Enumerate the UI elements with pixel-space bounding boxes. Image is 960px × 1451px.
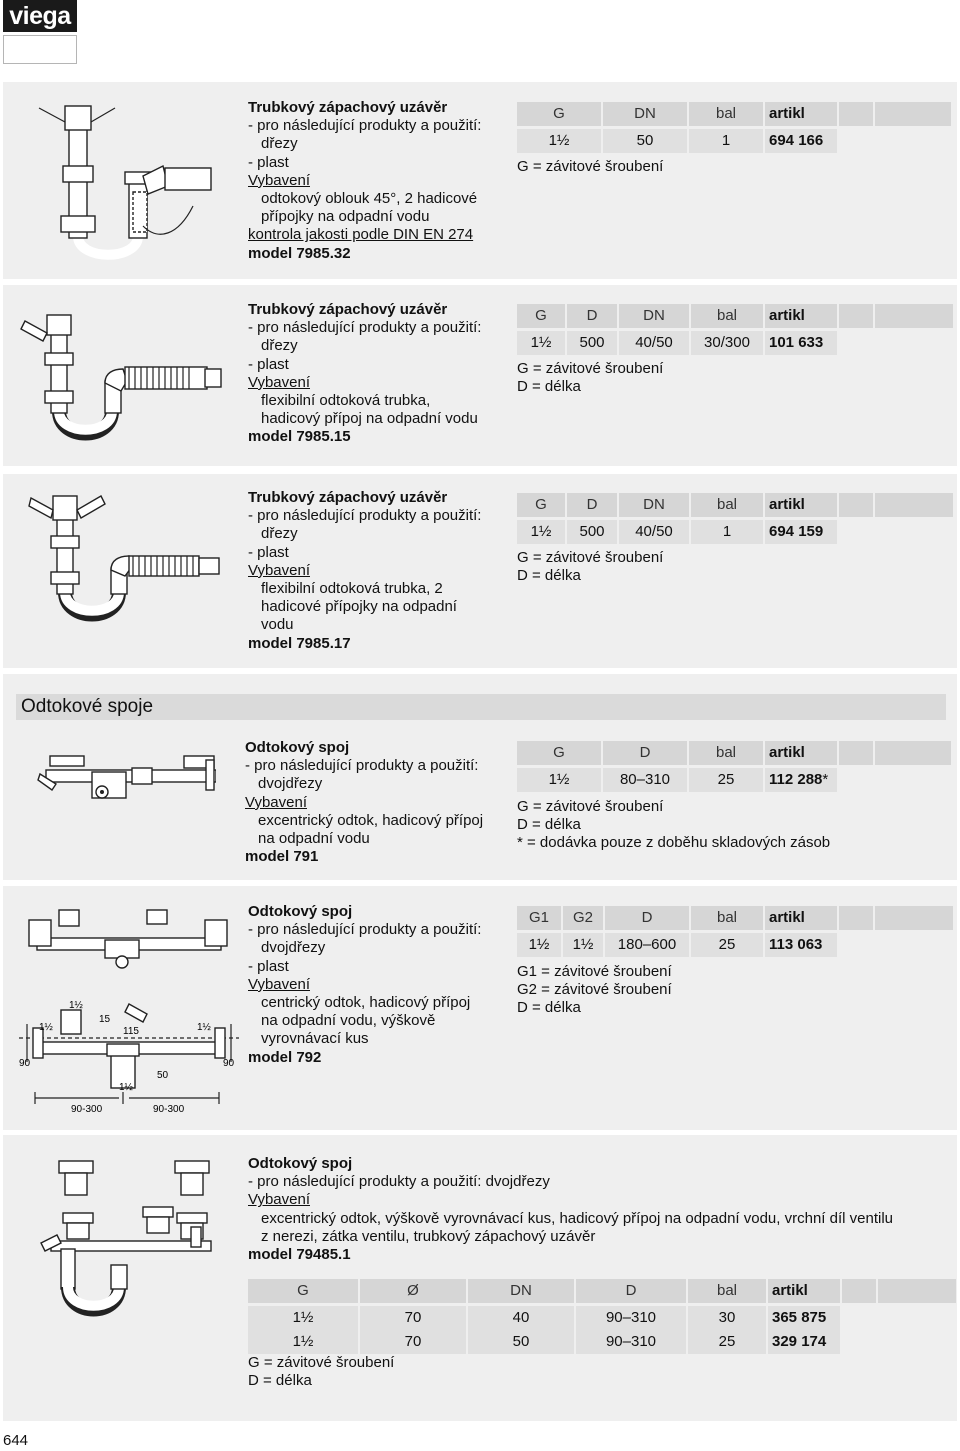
drain-set-drawing [39, 1157, 229, 1317]
spec-table [517, 304, 953, 355]
product-material: - plast [248, 543, 289, 561]
product-description [248, 99, 510, 263]
col-header: D [565, 493, 617, 517]
cell: 1½ [517, 768, 601, 792]
siphon-drawing [27, 492, 227, 622]
product-title: Odtokový spoj [248, 1155, 353, 1172]
fitting-line: hadicové přípojky na odpadní [261, 598, 457, 616]
dim-label-90: 90 [223, 1058, 235, 1069]
table-note: D = délka [517, 567, 581, 584]
model-number: model 792 [248, 1048, 322, 1066]
cell: 40/50 [617, 331, 689, 355]
col-header: artikl [763, 906, 837, 930]
product-description [245, 739, 507, 866]
fitting-line: přípojky na odpadní vodu [261, 208, 430, 226]
fitting-line: odtokový oblouk 45°, 2 hadicové [261, 190, 478, 208]
col-header: bal [687, 741, 763, 765]
table-spacer [837, 906, 873, 930]
product-description [248, 903, 510, 1067]
cell: 70 [358, 1330, 466, 1354]
table-spacer [837, 304, 873, 328]
table-spacer [837, 102, 873, 126]
siphon-drawing [17, 311, 232, 441]
col-header: DN [601, 102, 687, 126]
fitting-line: vodu [261, 616, 294, 634]
col-header: G2 [561, 906, 603, 930]
cell: 30 [686, 1306, 766, 1330]
col-header: G1 [517, 906, 561, 930]
col-header: G [248, 1279, 358, 1303]
cell: 30/300 [689, 331, 763, 355]
product-title: Odtokový spoj [248, 903, 353, 920]
spec-table [517, 741, 951, 792]
product-title: Trubkový zápachový uzávěr [248, 99, 448, 116]
col-header: D [565, 304, 617, 328]
table-spacer [837, 493, 873, 517]
section-title: Odtokové spoje [16, 694, 946, 720]
col-header: bal [687, 102, 763, 126]
fitting-line: flexibilní odtoková trubka, 2 [261, 580, 443, 598]
table-spacer [873, 741, 951, 765]
table-spacer [873, 906, 953, 930]
fitting-line: excentrický odtok, výškově vyrovnávací kus, hadicový přípoj na odpadní vodu, vrchní díl ventilu [261, 1209, 893, 1227]
cell: 1 [689, 520, 763, 544]
drain-connector-drawing [19, 904, 239, 1114]
cell: 25 [689, 933, 763, 957]
product-use-value: dřezy [261, 337, 298, 355]
table-note: G = závitové šroubení [517, 798, 664, 815]
product-description [248, 489, 510, 653]
product-block-792 [3, 886, 957, 1130]
spec-table [517, 493, 953, 544]
product-title: Trubkový zápachový uzávěr [248, 301, 448, 318]
model-number: model 79485.1 [248, 1246, 351, 1264]
footnote-mark: * [822, 770, 829, 788]
fitting-line: flexibilní odtoková trubka, [261, 392, 431, 410]
col-header: artikl [763, 741, 837, 765]
table-note: * = dodávka pouze z doběhu skladových zásob [517, 834, 831, 851]
dim-label-50: 50 [157, 1070, 169, 1081]
dim-label-g: 1½ [39, 1022, 53, 1033]
article-value: 112 288 [769, 770, 823, 788]
product-use: - pro následující produkty a použití: [245, 757, 479, 775]
dim-label-115: 115 [123, 1026, 139, 1037]
dim-label-90-300: 90-300 [71, 1104, 103, 1114]
cell: 50 [601, 129, 687, 153]
product-use: - pro následující produkty a použití: [248, 117, 482, 135]
article-number: 694 166 [763, 129, 837, 153]
table-note: G1 = závitové šroubení [517, 963, 672, 980]
col-header: artikl [766, 1279, 840, 1303]
cell: 50 [466, 1330, 574, 1354]
dim-label-g: 1½ [197, 1022, 211, 1033]
product-title: Odtokový spoj [245, 739, 350, 756]
table-note: D = délka [517, 999, 581, 1016]
col-header: bal [689, 304, 763, 328]
cell: 180–600 [603, 933, 689, 957]
fitting-line: na odpadní vodu, výškově [261, 1012, 436, 1030]
col-header: Ø [358, 1279, 466, 1303]
product-block-7985-17 [3, 474, 957, 668]
col-header: G [517, 304, 565, 328]
cell: 90–310 [574, 1330, 686, 1354]
table-note: D = délka [517, 378, 581, 395]
cell: 80–310 [601, 768, 687, 792]
table-note: D = délka [517, 816, 581, 833]
col-header: G [517, 493, 565, 517]
cell: 500 [565, 331, 617, 355]
cell: 40/50 [617, 520, 689, 544]
table-note: D = délka [248, 1372, 312, 1389]
table-row [517, 331, 953, 355]
product-block-7985-32 [3, 82, 957, 279]
product-use: - pro následující produkty a použití: [248, 507, 482, 525]
table-note: G2 = závitové šroubení [517, 981, 672, 998]
page-number: 644 [3, 1432, 29, 1449]
cell: 25 [686, 1330, 766, 1354]
article-number: 365 875 [766, 1306, 840, 1330]
model-number: model 7985.32 [248, 244, 351, 262]
col-header: artikl [763, 102, 837, 126]
col-header: DN [617, 493, 689, 517]
table-spacer [840, 1279, 876, 1303]
product-material: - plast [248, 957, 289, 975]
product-use: - pro následující produkty a použití: dvojdřezy [248, 1173, 550, 1191]
drain-connector-drawing [36, 752, 216, 812]
fitting-line: vyrovnávací kus [261, 1030, 369, 1048]
col-header: bal [689, 906, 763, 930]
col-header: D [603, 906, 689, 930]
spec-table [517, 102, 951, 153]
model-number: model 7985.15 [248, 428, 351, 446]
table-spacer [876, 1279, 956, 1303]
cell: 1½ [517, 933, 561, 957]
col-header: DN [617, 304, 689, 328]
quality-standard: kontrola jakosti podle DIN EN 274 [248, 226, 474, 244]
dim-label-g: 1½ [119, 1082, 133, 1093]
product-block-79485-1 [3, 1135, 957, 1421]
fitting-label: Vybavení [248, 1191, 310, 1209]
product-use-value: dvojdřezy [261, 939, 326, 957]
dim-label-15: 15 [99, 1014, 111, 1025]
cell: 40 [466, 1306, 574, 1330]
cell: 1½ [248, 1306, 358, 1330]
product-use: - pro následující produkty a použití: [248, 921, 482, 939]
cell: 500 [565, 520, 617, 544]
table-spacer [873, 493, 953, 517]
product-material: - plast [248, 355, 289, 373]
dim-label-90-300: 90-300 [153, 1104, 185, 1114]
spec-table [248, 1279, 956, 1354]
product-use-value: dřezy [261, 135, 298, 153]
dim-label-90: 90 [19, 1058, 31, 1069]
fitting-label: Vybavení [248, 171, 310, 189]
fitting-line: excentrický odtok, hadicový přípoj [258, 811, 484, 829]
cell: 25 [687, 768, 763, 792]
table-row [248, 1330, 956, 1354]
cell: 1½ [248, 1330, 358, 1354]
col-header: artikl [763, 304, 837, 328]
table-spacer [873, 102, 951, 126]
table-note: G = závitové šroubení [517, 360, 664, 377]
fitting-label: Vybavení [248, 975, 310, 993]
cell: 1½ [517, 331, 565, 355]
table-spacer [837, 741, 873, 765]
fitting-line: z nerezi, zátka ventilu, trubkový zápachový uzávěr [261, 1227, 596, 1245]
model-number: model 791 [245, 848, 319, 866]
cell: 70 [358, 1306, 466, 1330]
product-description [248, 301, 510, 447]
cell: 1 [687, 129, 763, 153]
article-number: 101 633 [763, 331, 837, 355]
col-header: G [517, 741, 601, 765]
table-spacer [873, 304, 953, 328]
table-row [517, 933, 953, 957]
table-row [517, 129, 951, 153]
col-header: bal [689, 493, 763, 517]
article-number: 113 063 [763, 933, 837, 957]
fitting-line: centrický odtok, hadicový přípoj [261, 994, 471, 1012]
col-header: artikl [763, 493, 837, 517]
product-use: - pro následující produkty a použití: [248, 319, 482, 337]
cell: 1½ [517, 129, 601, 153]
table-note: G = závitové šroubení [517, 158, 664, 175]
cell: 1½ [561, 933, 603, 957]
col-header: bal [686, 1279, 766, 1303]
article-number [763, 768, 837, 792]
col-header: D [601, 741, 687, 765]
fitting-label: Vybavení [248, 373, 310, 391]
cell: 90–310 [574, 1306, 686, 1330]
table-note: G = závitové šroubení [517, 549, 664, 566]
fitting-line: hadicový přípoj na odpadní vodu [261, 410, 478, 428]
col-header: G [517, 102, 601, 126]
product-description [248, 1155, 948, 1264]
table-row [248, 1306, 956, 1330]
col-header: DN [466, 1279, 574, 1303]
article-number: 329 174 [766, 1330, 840, 1354]
table-row [517, 768, 951, 792]
logo-placeholder-box [3, 35, 77, 64]
cell: 1½ [517, 520, 565, 544]
table-row [517, 520, 953, 544]
brand-logo: viega [3, 0, 77, 32]
model-number: model 7985.17 [248, 634, 351, 652]
fitting-label: Vybavení [248, 561, 310, 579]
fitting-line: na odpadní vodu [258, 830, 370, 848]
product-material: - plast [248, 153, 289, 171]
product-block-7985-15 [3, 285, 957, 466]
siphon-drawing [33, 96, 223, 266]
product-use-value: dvojdřezy [258, 775, 323, 793]
dim-label-g: 1½ [69, 1000, 83, 1011]
fitting-label: Vybavení [245, 793, 307, 811]
col-header: D [574, 1279, 686, 1303]
table-note: G = závitové šroubení [248, 1354, 395, 1371]
article-number: 694 159 [763, 520, 837, 544]
spec-table [517, 906, 953, 957]
product-title: Trubkový zápachový uzávěr [248, 489, 448, 506]
product-use-value: dřezy [261, 525, 298, 543]
